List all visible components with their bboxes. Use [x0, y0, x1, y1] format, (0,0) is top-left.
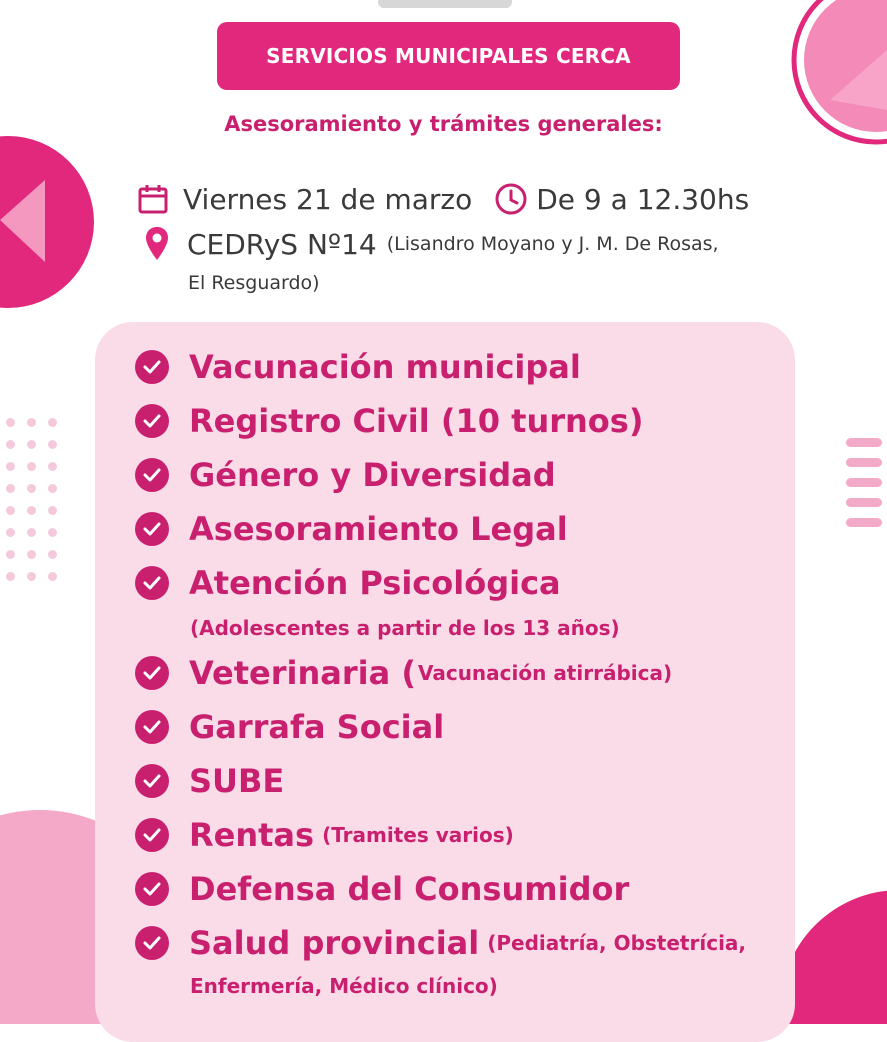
check-icon: [135, 926, 169, 960]
check-icon: [135, 710, 169, 744]
service-item: [135, 348, 581, 386]
service-note: Enfermería, Médico clínico): [190, 974, 498, 998]
check-icon: [135, 872, 169, 906]
check-icon: [135, 656, 169, 690]
service-item: [135, 402, 643, 440]
decorative-bars: [846, 438, 882, 527]
event-address-line1: (Lisandro Moyano y J. M. De Rosas,: [386, 233, 719, 255]
service-note: (Adolescentes a partir de los 13 años): [190, 616, 620, 640]
date-time-row: [137, 182, 749, 216]
service-note: (Pediatría, Obstetrícia,: [487, 931, 747, 955]
service-label: Rentas: [189, 816, 315, 854]
check-icon: [135, 512, 169, 546]
banner-title: SERVICIOS MUNICIPALES CERCA: [266, 44, 631, 68]
decorative-dots: [6, 418, 57, 581]
service-item: [135, 654, 672, 692]
check-icon: [135, 350, 169, 384]
service-label: Género y Diversidad: [189, 456, 556, 494]
subtitle: Asesoramiento y trámites generales:: [224, 112, 663, 136]
event-time: De 9 a 12.30hs: [536, 182, 750, 216]
service-item: [135, 816, 514, 854]
check-icon: [135, 404, 169, 438]
service-item: [135, 564, 561, 602]
check-icon: [135, 764, 169, 798]
event-address-line2: El Resguardo): [188, 272, 320, 294]
map-pin-icon: [145, 226, 169, 262]
service-label: Salud provincial: [189, 924, 480, 962]
service-item: [135, 708, 444, 746]
service-label: Garrafa Social: [189, 708, 445, 746]
service-item: [135, 870, 629, 908]
service-note: (Tramites varios): [322, 823, 514, 847]
service-item: [135, 762, 284, 800]
service-label: Asesoramiento Legal: [189, 510, 568, 548]
check-icon: [135, 818, 169, 852]
service-item: [135, 456, 556, 494]
calendar-icon: [137, 183, 169, 215]
service-item: [135, 924, 746, 962]
check-icon: [135, 566, 169, 600]
service-label: Registro Civil (10 turnos): [189, 402, 644, 440]
service-item: [135, 510, 568, 548]
location-row: [145, 226, 719, 262]
top-handle: [378, 0, 512, 8]
service-note: Vacunación atirrábica): [417, 661, 673, 685]
check-icon: [135, 458, 169, 492]
service-label: SUBE: [189, 762, 285, 800]
title-banner: [217, 22, 680, 90]
service-label: Veterinaria (: [189, 654, 416, 692]
event-place: CEDRyS Nº14: [187, 227, 377, 261]
service-label: Defensa del Consumidor: [189, 870, 630, 908]
event-date: Viernes 21 de marzo: [183, 182, 473, 216]
service-label: Atención Psicológica: [189, 564, 561, 602]
clock-icon: [494, 182, 528, 216]
service-label: Vacunación municipal: [189, 348, 581, 386]
